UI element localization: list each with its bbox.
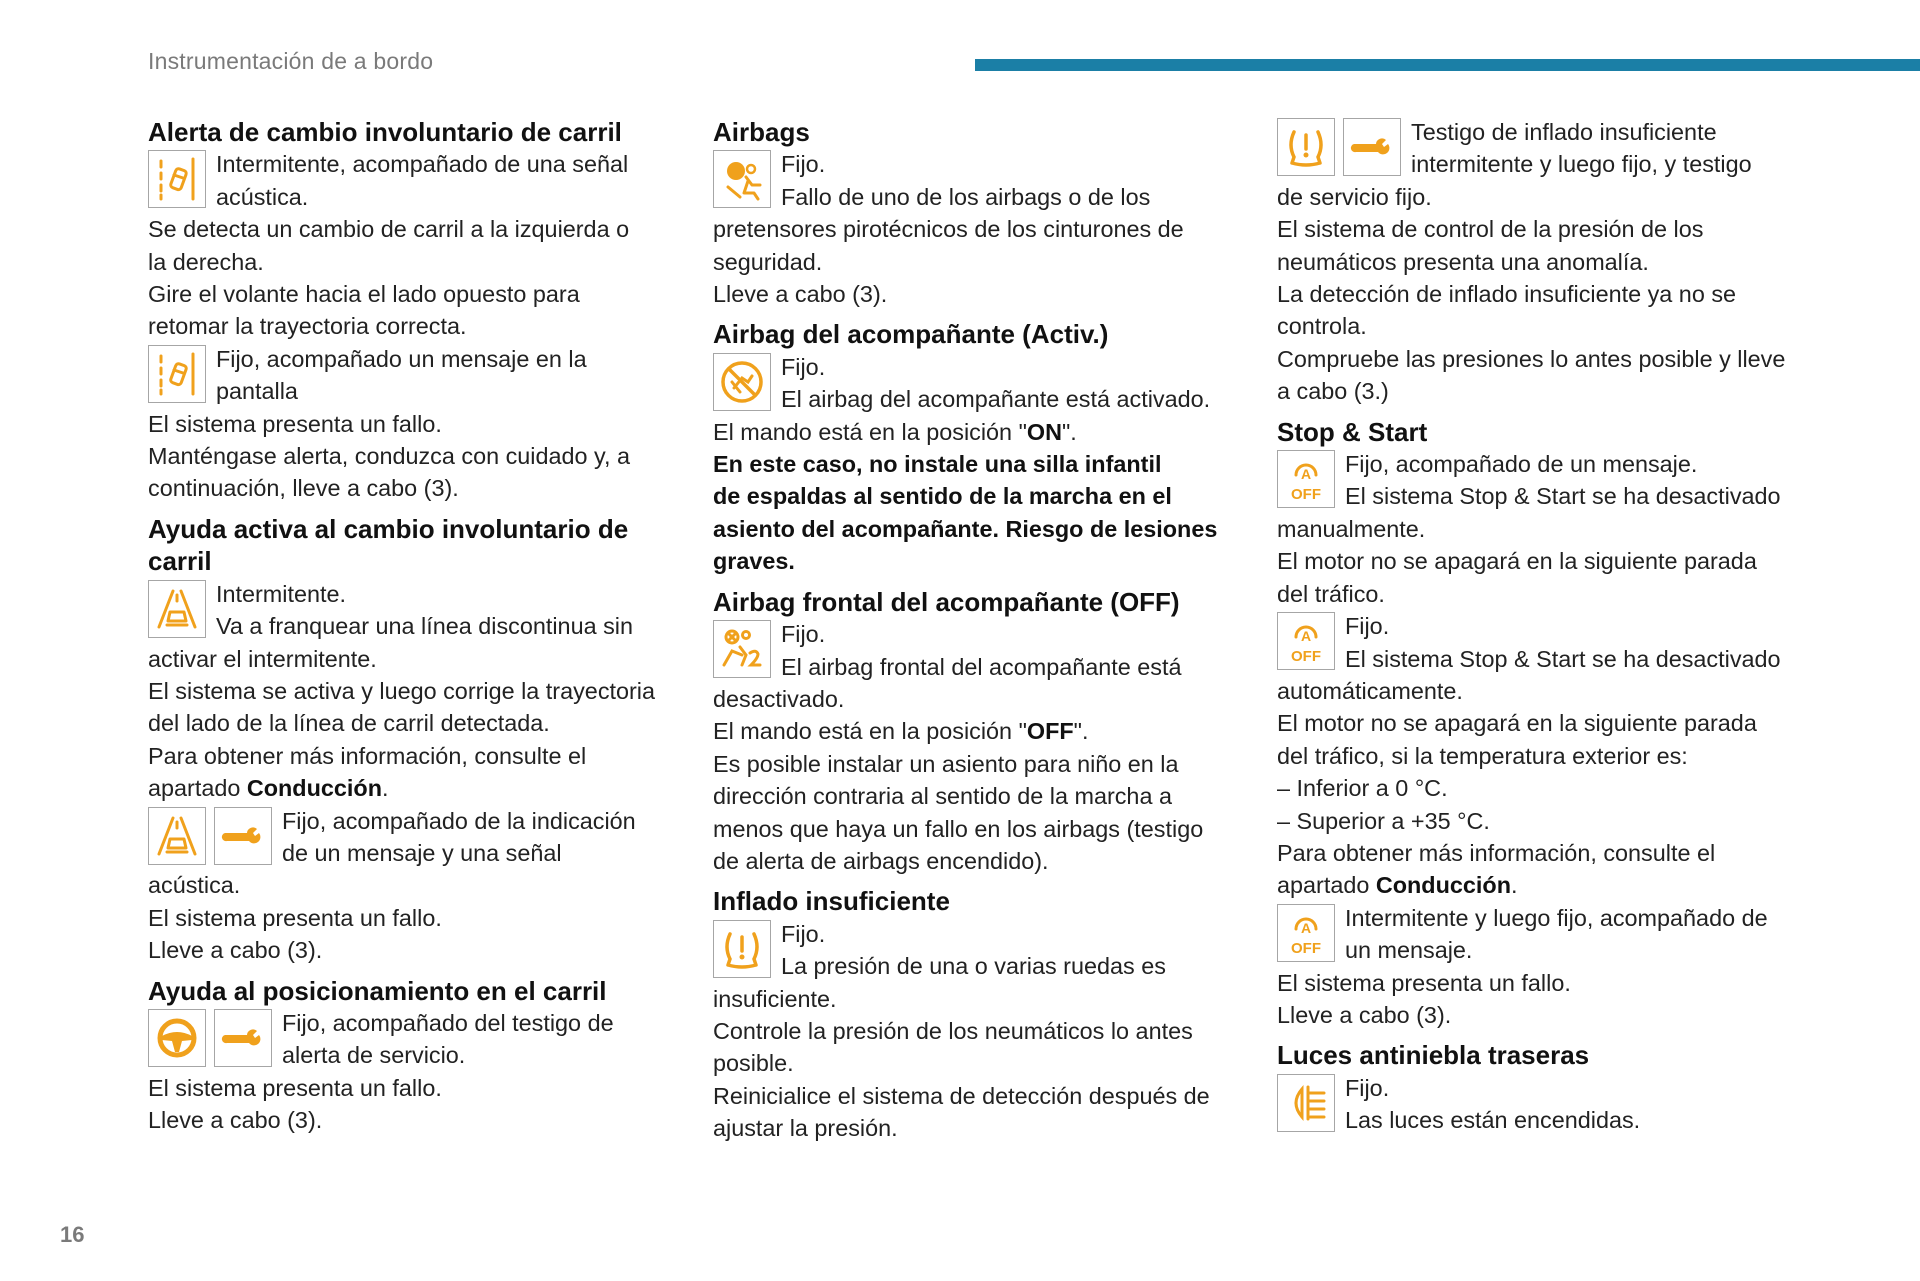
passenger-airbag-on-icon xyxy=(713,353,771,411)
text-line: posible. xyxy=(713,1050,794,1077)
warning-entry xyxy=(1277,116,1817,181)
svg-text:A: A xyxy=(1300,919,1312,936)
list-item: – Superior a +35 °C. xyxy=(1277,807,1490,834)
text-line: alerta de servicio. xyxy=(282,1042,466,1069)
svg-text:A: A xyxy=(1300,466,1312,483)
rear-fog-light-icon xyxy=(1277,1074,1335,1132)
text-line: Compruebe las presiones lo antes posible y lleve xyxy=(1277,345,1786,372)
passenger-airbag-off-icon xyxy=(713,620,771,678)
warning-entry xyxy=(148,148,678,213)
text-line: pantalla xyxy=(216,378,298,405)
stop-start-off-icon xyxy=(1277,612,1335,670)
text-line: del tráfico, si la temperatura exterior es: xyxy=(1277,742,1688,769)
stop-start-off-icon xyxy=(1277,450,1335,508)
text-line: un mensaje. xyxy=(1345,937,1473,964)
text-line: Fallo de uno de los airbags o de los xyxy=(781,183,1151,210)
header-accent-bar xyxy=(975,59,1920,71)
warning-entry xyxy=(148,578,678,643)
text-line: Fijo. xyxy=(781,621,826,648)
text-line: controla. xyxy=(1277,313,1367,340)
text-line: Para obtener más información, consulte el xyxy=(1277,839,1716,866)
warning-entry xyxy=(1277,1072,1817,1137)
text-line: El mando está en la posición "OFF". xyxy=(713,718,1089,745)
text-line: continuación, lleve a cabo (3). xyxy=(148,475,459,502)
steering-wheel-icon xyxy=(148,1009,206,1067)
text-line: Es posible instalar un asiento para niño en la xyxy=(713,750,1179,777)
text-line: Fijo, acompañado de un mensaje. xyxy=(1345,451,1698,478)
text-line: apartado Conducción. xyxy=(148,775,389,802)
text-line: Fijo, acompañado un mensaje en la xyxy=(216,345,587,372)
text-line: Fijo. xyxy=(781,151,826,178)
list-item: – Inferior a 0 °C. xyxy=(1277,775,1448,802)
text-line: dirección contraria al sentido de la marcha a xyxy=(713,783,1172,810)
text-line: Se detecta un cambio de carril a la izquierda o xyxy=(148,216,630,243)
text-line: menos que haya un fallo en los airbags (testigo xyxy=(713,815,1204,842)
warning-entry xyxy=(148,1007,678,1072)
text-line: retomar la trayectoria correcta. xyxy=(148,313,467,340)
text-line: Lleve a cabo (3). xyxy=(713,281,888,308)
text-line: de un mensaje y una señal xyxy=(282,839,562,866)
section-title: Ayuda activa al cambio involuntario de xyxy=(148,513,629,544)
text-line: El airbag frontal del acompañante está xyxy=(781,653,1182,680)
text-line: El sistema presenta un fallo. xyxy=(1277,969,1571,996)
text-line: Fijo. xyxy=(781,920,826,947)
warning-text: asiento del acompañante. Riesgo de lesiones xyxy=(713,515,1218,542)
svg-text:A: A xyxy=(1300,628,1312,645)
text-line: Lleve a cabo (3). xyxy=(1277,1001,1452,1028)
warning-entry xyxy=(148,343,678,408)
section-title: Ayuda al posicionamiento en el carril xyxy=(148,975,607,1006)
text-line: del tráfico. xyxy=(1277,580,1385,607)
column-1 xyxy=(148,116,678,1137)
text-line: El sistema presenta un fallo. xyxy=(148,1074,442,1101)
text-line: Intermitente y luego fijo, acompañado de xyxy=(1345,904,1768,931)
warning-entry xyxy=(713,351,1243,416)
text-line: Va a franquear una línea discontinua sin xyxy=(216,613,633,640)
column-2 xyxy=(713,116,1243,1145)
text-line: acústica. xyxy=(216,183,309,210)
text-line: acústica. xyxy=(148,872,241,899)
text-line: manualmente. xyxy=(1277,515,1426,542)
text-line: Fijo. xyxy=(1345,613,1390,640)
service-wrench-icon xyxy=(214,807,272,865)
text-line: Testigo de inflado insuficiente xyxy=(1411,119,1717,145)
text-line: a cabo (3.) xyxy=(1277,378,1389,405)
lane-keep-assist-icon xyxy=(148,807,206,865)
text-line: Intermitente. xyxy=(216,580,347,607)
stop-start-off-icon xyxy=(1277,904,1335,962)
text-line: El sistema de control de la presión de los xyxy=(1277,216,1704,243)
text-line: de alerta de airbags encendido). xyxy=(713,847,1049,874)
text-line: La detección de inflado insuficiente ya no se xyxy=(1277,281,1737,308)
warning-entry xyxy=(713,618,1243,683)
text-line: desactivado. xyxy=(713,685,845,712)
text-line: El sistema se activa y luego corrige la trayectoria xyxy=(148,677,656,704)
warning-entry xyxy=(1277,610,1817,675)
text-line: Para obtener más información, consulte el xyxy=(148,742,587,769)
text-line: neumáticos presenta una anomalía. xyxy=(1277,248,1649,275)
text-line: Controle la presión de los neumáticos lo antes xyxy=(713,1017,1193,1044)
svg-text:OFF: OFF xyxy=(1291,486,1321,504)
text-line: Lleve a cabo (3). xyxy=(148,937,323,964)
text-line: El motor no se apagará en la siguiente parada xyxy=(1277,710,1757,737)
text-line: activar el intermitente. xyxy=(148,645,377,672)
text-line: Intermitente, acompañado de una señal xyxy=(216,151,629,178)
tyre-pressure-icon xyxy=(1277,118,1335,176)
page-number: 16 xyxy=(60,1222,85,1247)
text-line: El airbag del acompañante está activado. xyxy=(781,386,1211,413)
text-line: pretensores pirotécnicos de los cinturones de xyxy=(713,216,1184,243)
tyre-pressure-icon xyxy=(713,920,771,978)
text-line: seguridad. xyxy=(713,248,823,275)
text-line: ajustar la presión. xyxy=(713,1115,898,1142)
lane-keep-assist-icon xyxy=(148,580,206,638)
section-title: Inflado insuficiente xyxy=(713,886,950,917)
text-line: El sistema presenta un fallo. xyxy=(148,410,442,437)
text-line: Fijo, acompañado de la indicación xyxy=(282,807,636,834)
text-line: Manténgase alerta, conduzca con cuidado y, a xyxy=(148,443,630,470)
service-wrench-icon xyxy=(214,1009,272,1067)
text-line: Las luces están encendidas. xyxy=(1345,1107,1641,1134)
warning-entry xyxy=(148,805,678,870)
section-title: Luces antiniebla traseras xyxy=(1277,1040,1590,1071)
section-title: Airbag frontal del acompañante (OFF) xyxy=(713,586,1180,617)
text-line: El motor no se apagará en la siguiente parada xyxy=(1277,548,1757,575)
text-line: Gire el volante hacia el lado opuesto para xyxy=(148,281,580,308)
warning-entry xyxy=(713,918,1243,983)
svg-text:OFF: OFF xyxy=(1291,648,1321,666)
text-line: la derecha. xyxy=(148,248,264,275)
text-line: Fijo. xyxy=(1345,1074,1390,1101)
svg-text:OFF: OFF xyxy=(1291,939,1321,957)
lane-departure-icon xyxy=(148,150,206,208)
text-line: Fijo, acompañado del testigo de xyxy=(282,1009,614,1036)
column-3 xyxy=(1277,116,1817,1137)
text-line: de servicio fijo. xyxy=(1277,183,1432,210)
service-wrench-icon xyxy=(1343,118,1401,176)
text-line: El sistema Stop & Start se ha desactivado xyxy=(1345,645,1781,672)
text-line: Fijo. xyxy=(781,353,826,380)
text-line: El sistema Stop & Start se ha desactivado xyxy=(1345,483,1781,510)
warning-entry xyxy=(713,148,1243,213)
section-title: carril xyxy=(148,546,212,577)
text-line: El sistema presenta un fallo. xyxy=(148,904,442,931)
warning-entry xyxy=(1277,448,1817,513)
airbag-icon xyxy=(713,150,771,208)
text-line: automáticamente. xyxy=(1277,677,1463,704)
text-line: intermitente y luego fijo, y testigo xyxy=(1411,151,1752,178)
text-line: insuficiente. xyxy=(713,985,837,1012)
text-line: El mando está en la posición "ON". xyxy=(713,418,1077,445)
warning-text: En este caso, no instale una silla infantil xyxy=(713,451,1162,478)
text-line: Lleve a cabo (3). xyxy=(148,1107,323,1134)
section-title: Alerta de cambio involuntario de carril xyxy=(148,117,622,147)
running-header: Instrumentación de a bordo xyxy=(148,48,434,74)
text-line: Reinicialice el sistema de detección después de xyxy=(713,1082,1210,1109)
section-title: Stop & Start xyxy=(1277,416,1428,447)
text-line: del lado de la línea de carril detectada. xyxy=(148,710,550,737)
text-line: apartado Conducción. xyxy=(1277,872,1518,899)
warning-text: graves. xyxy=(713,548,795,575)
text-line: La presión de una o varias ruedas es xyxy=(781,953,1166,980)
warning-entry xyxy=(1277,902,1817,967)
section-title: Airbag del acompañante (Activ.) xyxy=(713,319,1109,350)
lane-departure-icon xyxy=(148,345,206,403)
warning-text: de espaldas al sentido de la marcha en el xyxy=(713,483,1172,510)
section-title: Airbags xyxy=(713,117,810,147)
